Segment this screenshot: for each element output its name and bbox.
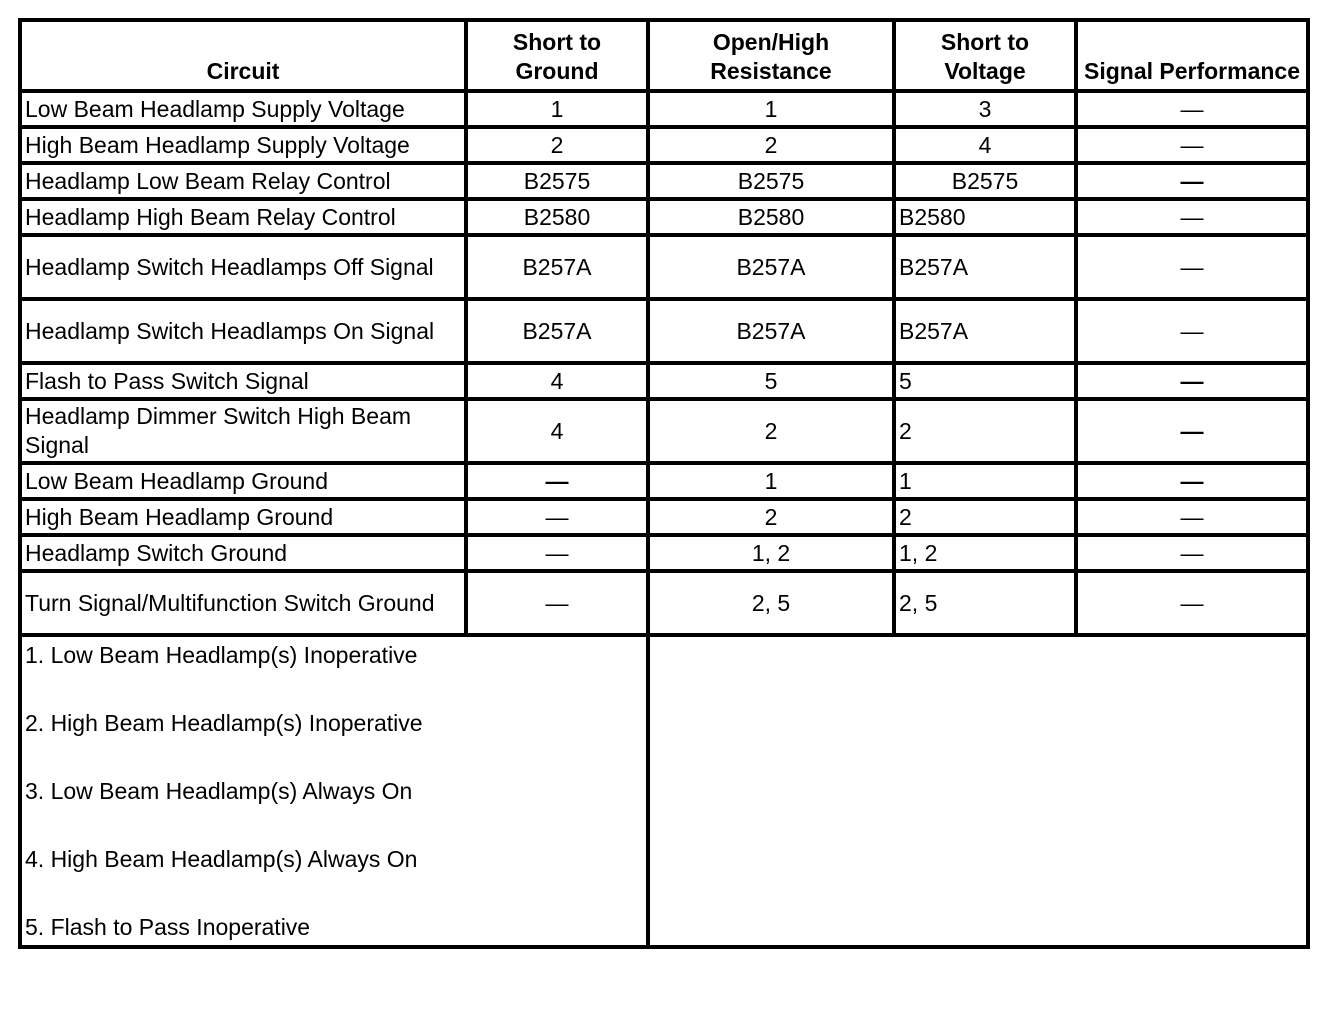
short-to-ground-cell: 4 xyxy=(466,399,648,463)
open-high-resistance-cell: 2 xyxy=(648,127,894,163)
table-row xyxy=(20,127,1308,163)
header-open-high-resistance: Open/High Resistance xyxy=(648,20,894,91)
note-item: 5. Flash to Pass Inoperative xyxy=(25,914,311,940)
open-high-resistance-cell: B257A xyxy=(648,235,894,299)
short-to-voltage-cell: 1, 2 xyxy=(894,535,1076,571)
open-high-resistance-cell: 2, 5 xyxy=(648,571,894,635)
table-row xyxy=(20,235,1308,299)
signal-performance-cell: — xyxy=(1076,91,1308,127)
circuit-cell: Headlamp Switch Ground xyxy=(20,535,466,571)
signal-performance-cell: — xyxy=(1076,163,1308,199)
table-row xyxy=(20,499,1308,535)
short-to-ground-cell: B257A xyxy=(466,299,648,363)
table-row xyxy=(20,463,1308,499)
circuit-cell: High Beam Headlamp Supply Voltage xyxy=(20,127,466,163)
short-to-voltage-cell: 2 xyxy=(894,499,1076,535)
table-row xyxy=(20,571,1308,635)
table-row xyxy=(20,299,1308,363)
header-row xyxy=(20,20,1308,91)
note-item: 4. High Beam Headlamp(s) Always On xyxy=(25,846,418,872)
short-to-voltage-cell: 2, 5 xyxy=(894,571,1076,635)
header-short-to-ground: Short to Ground xyxy=(466,20,648,91)
signal-performance-cell: — xyxy=(1076,363,1308,399)
short-to-ground-cell: B257A xyxy=(466,235,648,299)
open-high-resistance-cell: 2 xyxy=(648,399,894,463)
circuit-cell: Headlamp Switch Headlamps On Signal xyxy=(20,299,466,363)
table-row xyxy=(20,199,1308,235)
short-to-ground-cell: B2580 xyxy=(466,199,648,235)
note-item: 2. High Beam Headlamp(s) Inoperative xyxy=(25,710,423,736)
signal-performance-cell: — xyxy=(1076,399,1308,463)
open-high-resistance-cell: 1 xyxy=(648,91,894,127)
open-high-resistance-cell: 2 xyxy=(648,499,894,535)
short-to-ground-cell: — xyxy=(466,535,648,571)
circuit-cell: Flash to Pass Switch Signal xyxy=(20,363,466,399)
short-to-ground-cell: 4 xyxy=(466,363,648,399)
short-to-ground-cell: 1 xyxy=(466,91,648,127)
short-to-voltage-cell: 5 xyxy=(894,363,1076,399)
open-high-resistance-cell: B2580 xyxy=(648,199,894,235)
circuit-cell: Low Beam Headlamp Supply Voltage xyxy=(20,91,466,127)
signal-performance-cell: — xyxy=(1076,127,1308,163)
notes-legend xyxy=(20,635,648,947)
signal-performance-cell: — xyxy=(1076,463,1308,499)
signal-performance-cell: — xyxy=(1076,499,1308,535)
table-row xyxy=(20,399,1308,463)
signal-performance-cell: — xyxy=(1076,571,1308,635)
open-high-resistance-cell: B257A xyxy=(648,299,894,363)
open-high-resistance-cell: 1, 2 xyxy=(648,535,894,571)
short-to-ground-cell: 2 xyxy=(466,127,648,163)
circuit-cell: High Beam Headlamp Ground xyxy=(20,499,466,535)
circuit-cell: Headlamp Switch Headlamps Off Signal xyxy=(20,235,466,299)
circuit-cell: Headlamp Low Beam Relay Control xyxy=(20,163,466,199)
table-row xyxy=(20,91,1308,127)
open-high-resistance-cell: 1 xyxy=(648,463,894,499)
notes-row xyxy=(20,635,1308,947)
header-signal-performance: Signal Performance xyxy=(1076,20,1308,91)
short-to-voltage-cell: 3 xyxy=(894,91,1076,127)
note-item: 1. Low Beam Headlamp(s) Inoperative xyxy=(25,642,418,668)
signal-performance-cell: — xyxy=(1076,235,1308,299)
table-row xyxy=(20,535,1308,571)
circuit-cell: Low Beam Headlamp Ground xyxy=(20,463,466,499)
short-to-voltage-cell: B2575 xyxy=(894,163,1076,199)
short-to-voltage-cell: 1 xyxy=(894,463,1076,499)
short-to-voltage-cell: B257A xyxy=(894,235,1076,299)
open-high-resistance-cell: B2575 xyxy=(648,163,894,199)
header-short-to-voltage: Short to Voltage xyxy=(894,20,1076,91)
note-item: 3. Low Beam Headlamp(s) Always On xyxy=(25,778,413,804)
circuit-cell: Headlamp High Beam Relay Control xyxy=(20,199,466,235)
signal-performance-cell: — xyxy=(1076,199,1308,235)
short-to-voltage-cell: 4 xyxy=(894,127,1076,163)
circuit-cell: Headlamp Dimmer Switch High Beam Signal xyxy=(20,399,466,463)
short-to-ground-cell: — xyxy=(466,499,648,535)
circuit-cell: Turn Signal/Multifunction Switch Ground xyxy=(20,571,466,635)
header-circuit: Circuit xyxy=(20,20,466,91)
symptom-table xyxy=(18,18,1310,949)
short-to-ground-cell: — xyxy=(466,571,648,635)
signal-performance-cell: — xyxy=(1076,299,1308,363)
short-to-ground-cell: B2575 xyxy=(466,163,648,199)
short-to-voltage-cell: B2580 xyxy=(894,199,1076,235)
short-to-voltage-cell: 2 xyxy=(894,399,1076,463)
notes-blank-area xyxy=(648,635,1308,947)
open-high-resistance-cell: 5 xyxy=(648,363,894,399)
signal-performance-cell: — xyxy=(1076,535,1308,571)
short-to-ground-cell: — xyxy=(466,463,648,499)
table-row xyxy=(20,363,1308,399)
table-row xyxy=(20,163,1308,199)
short-to-voltage-cell: B257A xyxy=(894,299,1076,363)
